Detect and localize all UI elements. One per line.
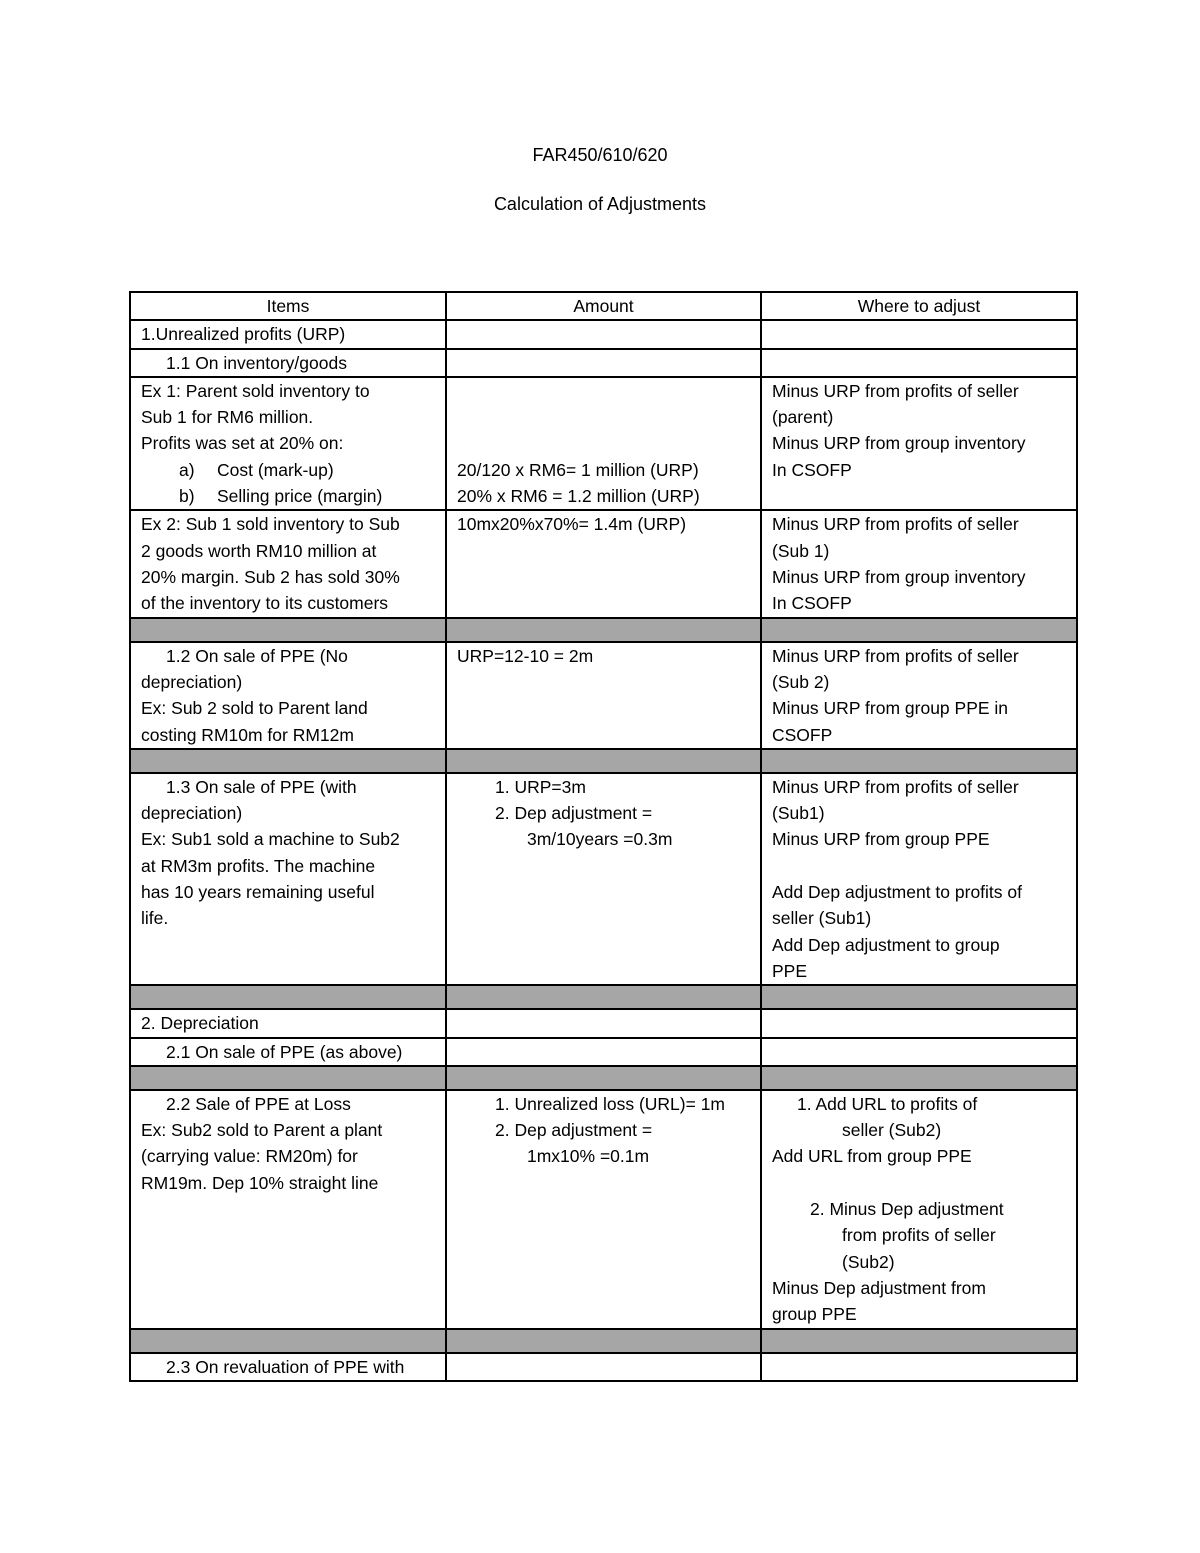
shaded-cell [446,1329,761,1353]
shaded-cell [130,1066,446,1090]
list-item-text: Cost (mark-up) [217,459,334,480]
shaded-cell [130,618,446,642]
where-line: Minus URP from group PPE in [772,698,1009,719]
where-line: group PPE [772,1304,857,1325]
amount-cell-ex2 [446,510,761,617]
separator-row [130,985,1077,1009]
shaded-cell [130,1329,446,1353]
empty-cell [446,1353,761,1381]
empty-cell [761,349,1077,377]
where-line: (Sub 1) [772,540,830,561]
item-line: Ex: Sub1 sold a machine to Sub2 [141,829,400,850]
amount-line: 10mx20%x70%= 1.4m (URP) [457,514,687,535]
empty-cell [761,320,1077,348]
item-line: life. [141,908,169,929]
shaded-cell [761,749,1077,773]
item-cell-ex1 [130,377,446,511]
empty-cell [761,1353,1077,1381]
shaded-cell [130,985,446,1009]
amount-cell-ppe-no-dep [446,642,761,749]
list-marker: a) [179,459,195,480]
item-line: Profits was set at 20% on: [141,433,344,454]
empty-cell [446,320,761,348]
amount-cell-ppe-loss [446,1090,761,1329]
where-line: from profits of seller [842,1225,996,1246]
page-title: Calculation of Adjustments [493,194,707,214]
blank-line [772,853,1066,879]
table-row [130,1038,1077,1066]
empty-cell [761,1038,1077,1066]
empty-cell [446,1038,761,1066]
table-header-row [130,292,1077,320]
subheading-text: 2.3 On revaluation of PPE with [166,1356,405,1377]
item-line: Ex: Sub 2 sold to Parent land [141,698,368,719]
empty-cell [446,349,761,377]
list-item [141,457,435,483]
table-row [130,1353,1077,1381]
list-marker: b) [179,486,195,507]
where-line: seller (Sub2) [842,1120,942,1141]
shaded-cell [446,749,761,773]
shaded-cell [761,1329,1077,1353]
item-cell-ppe-no-dep [130,642,446,749]
where-line: Minus URP from profits of seller [772,776,1019,797]
item-line: 2.2 Sale of PPE at Loss [166,1093,351,1114]
column-header-where-to-adjust: Where to adjust [761,292,1077,320]
table-row [130,510,1077,617]
item-line: of the inventory to its customers [141,593,389,614]
amount-line: 2. Dep adjustment = [495,1120,653,1141]
where-line: In CSOFP [772,593,852,614]
empty-cell [761,1009,1077,1037]
where-cell-ppe-no-dep [761,642,1077,749]
blank-line [772,1170,1066,1196]
where-line: Minus URP from group PPE [772,829,990,850]
shaded-cell [446,1066,761,1090]
shaded-cell [446,985,761,1009]
shaded-cell [761,1066,1077,1090]
shaded-cell [446,618,761,642]
where-line: Minus Dep adjustment from [772,1277,986,1298]
empty-cell [446,1009,761,1037]
item-line: costing RM10m for RM12m [141,724,354,745]
amount-line: 20/120 x RM6= 1 million (URP) [457,459,699,480]
item-line: Sub 1 for RM6 million. [141,407,314,428]
where-line: In CSOFP [772,459,852,480]
where-line: (Sub 2) [772,671,830,692]
subheading-text: 2.1 On sale of PPE (as above) [166,1041,403,1062]
item-line: (carrying value: RM20m) for [141,1146,358,1167]
where-cell-ppe-with-dep [761,773,1077,985]
item-line: has 10 years remaining useful [141,882,375,903]
where-line: Add Dep adjustment to group [772,934,1000,955]
amount-line: 1. URP=3m [495,776,586,797]
item-line: 2 goods worth RM10 million at [141,540,377,561]
item-cell-ppe-with-dep [130,773,446,985]
subheading-revaluation [130,1353,446,1381]
table-row [130,1009,1077,1037]
where-line: Add Dep adjustment to profits of [772,882,1022,903]
adjustments-table [129,291,1078,1382]
item-line: 1.2 On sale of PPE (No [166,645,348,666]
amount-line: URP=12-10 = 2m [457,645,594,666]
separator-row [130,1066,1077,1090]
table-row [130,642,1077,749]
list-item [141,483,435,509]
amount-line: 20% x RM6 = 1.2 million (URP) [457,486,700,507]
section-heading-unrealized-profits: 1.Unrealized profits (URP) [130,320,446,348]
section-heading-depreciation: 2. Depreciation [130,1009,446,1037]
item-line: depreciation) [141,671,243,692]
where-line: (parent) [772,407,834,428]
item-line: 1.3 On sale of PPE (with [166,776,357,797]
where-line: 1. Add URL to profits of [797,1093,978,1114]
where-line: PPE [772,960,808,981]
table-row [130,377,1077,511]
amount-line: 3m/10years =0.3m [527,829,673,850]
table-row [130,320,1077,348]
shaded-cell [761,985,1077,1009]
separator-row [130,749,1077,773]
item-line: 20% margin. Sub 2 has sold 30% [141,567,400,588]
table-row [130,349,1077,377]
course-code: FAR450/610/620 [532,145,668,165]
where-cell-ex2 [761,510,1077,617]
amount-line: 2. Dep adjustment = [495,803,653,824]
shaded-cell [130,749,446,773]
table-row [130,1090,1077,1329]
table-row [130,773,1077,985]
subheading-inventory [130,349,446,377]
where-line: (Sub1) [772,803,825,824]
subheading-text: 1.1 On inventory/goods [166,352,347,373]
subheading-sale-ppe [130,1038,446,1066]
amount-cell-ex1 [446,377,761,511]
item-line: Ex 1: Parent sold inventory to [141,380,370,401]
shaded-cell [761,618,1077,642]
where-cell-ex1 [761,377,1077,511]
where-line: 2. Minus Dep adjustment [810,1199,1004,1220]
where-line: Minus URP from profits of seller [772,514,1019,535]
separator-row [130,1329,1077,1353]
amount-line: 1. Unrealized loss (URL)= 1m [495,1093,726,1114]
where-line: Minus URP from group inventory [772,567,1026,588]
list-item-text: Selling price (margin) [217,486,383,507]
where-line: Minus URP from profits of seller [772,380,1019,401]
item-cell-ex2 [130,510,446,617]
item-line: depreciation) [141,803,243,824]
where-cell-ppe-loss [761,1090,1077,1329]
item-cell-ppe-loss [130,1090,446,1329]
item-line: at RM3m profits. The machine [141,855,376,876]
separator-row [130,618,1077,642]
where-line: CSOFP [772,724,833,745]
where-line: (Sub2) [842,1251,895,1272]
where-line: seller (Sub1) [772,908,872,929]
where-line: Minus URP from group inventory [772,433,1026,454]
column-header-items: Items [130,292,446,320]
spacer [457,378,750,457]
where-line: Add URL from group PPE [772,1146,972,1167]
item-line: Ex: Sub2 sold to Parent a plant [141,1120,383,1141]
where-line: Minus URP from profits of seller [772,645,1019,666]
amount-line: 1mx10% =0.1m [527,1146,650,1167]
amount-cell-ppe-with-dep [446,773,761,985]
item-line: Ex 2: Sub 1 sold inventory to Sub [141,514,400,535]
item-line: RM19m. Dep 10% straight line [141,1172,379,1193]
column-header-amount: Amount [446,292,761,320]
